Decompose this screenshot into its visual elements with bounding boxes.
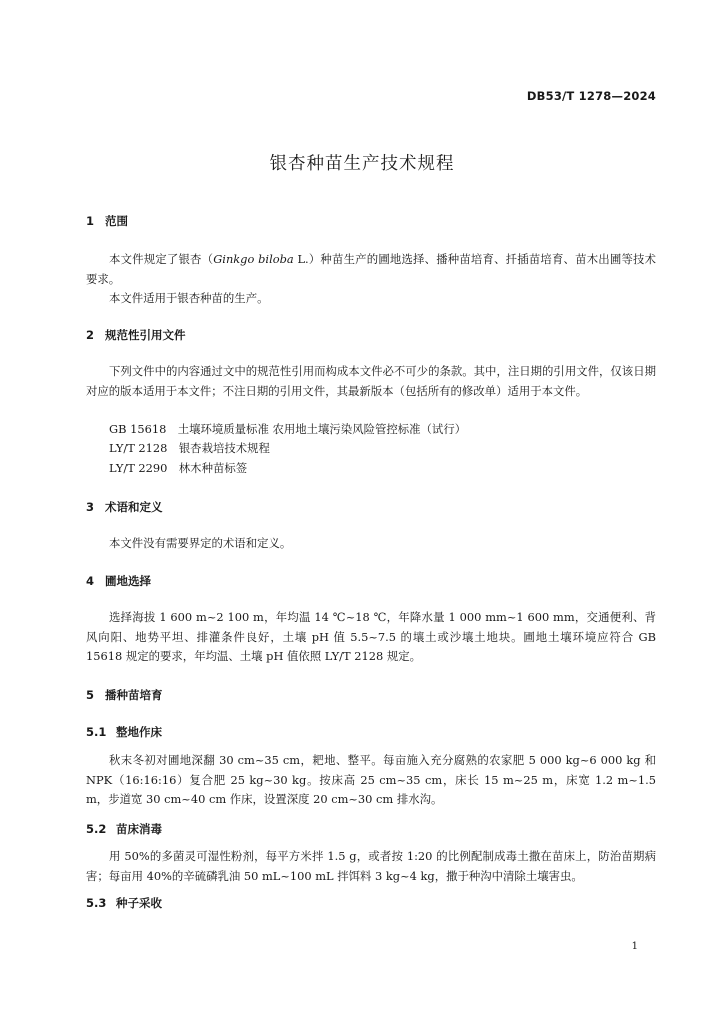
- reference-item: GB 15618 土壤环境质量标准 农用地土壤污染风险管控标准（试行）: [109, 422, 467, 436]
- section-heading-2: [86, 327, 186, 343]
- page-number: 1: [631, 941, 638, 952]
- section-number: 2: [86, 328, 95, 342]
- subsection-heading-5-3: [86, 895, 162, 911]
- section-heading-4: [86, 573, 151, 589]
- document-title: 银杏种苗生产技术规程: [269, 154, 455, 174]
- paragraph-terms: 本文件没有需要界定的术语和定义。: [109, 536, 292, 550]
- section-number: 1: [86, 214, 95, 228]
- section-number: 4: [86, 574, 95, 588]
- paragraph-bed-preparation: 秋末冬初对圃地深翻 30 cm~35 cm，耙地、整平。每亩施入充分腐熟的农家肥 5 000 kg~6 000 kg 和 NPK（16:16:16）复合肥 25 kg~30 kg。按床高 25 cm~35 cm，床长 15 m~25 m，床宽 1.2 m~1.5 m，步道宽 30 cm~40 cm 作床，设置深度 20 cm~30 cm 排水沟。: [86, 753, 656, 806]
- reference-item: LY/T 2128 银杏栽培技术规程: [109, 441, 270, 455]
- section-title: 范围: [105, 214, 128, 228]
- subsection-number: 5.2: [86, 822, 107, 836]
- paragraph-site-selection: 选择海拔 1 600 m~2 100 m，年均温 14 ℃~18 ℃，年降水量 1 000 mm~1 600 mm，交通便利、背风向阳、地势平坦、排灌条件良好，土壤 pH 值 5.5~7.5 的壤土或沙壤土地块。圃地土壤环境应符合 GB 15618 规定的要求，年均温、土壤 pH 值依照 LY/T 2128 规定。: [86, 610, 656, 663]
- reference-item: LY/T 2290 林木种苗标签: [109, 461, 248, 475]
- subsection-title: 种子采收: [116, 896, 162, 910]
- scope-text-pre: 本文件规定了银杏（: [109, 252, 214, 266]
- subsection-title: 整地作床: [116, 725, 162, 739]
- section-title: 圃地选择: [105, 574, 151, 588]
- section-title: 播种苗培育: [105, 688, 163, 702]
- section-title: 术语和定义: [105, 500, 163, 514]
- section-number: 5: [86, 688, 95, 702]
- paragraph-bed-disinfection: 用 50%的多菌灵可湿性粉剂，每平方米拌 1.5 g，或者按 1:20 的比例配制成毒土撒在苗床上，防治苗期病害；每亩用 40%的辛硫磷乳油 50 mL~100 mL 拌饵料 3 kg~4 kg，撒于种沟中清除土壤害虫。: [86, 849, 656, 883]
- document-number: DB53/T 1278—2024: [526, 89, 656, 103]
- scope-text-post: L.）种苗生产的圃地选择、播种苗培育、扦插苗培育、苗木出圃等技术要求。: [86, 252, 656, 286]
- paragraph-scope: [86, 250, 656, 289]
- subsection-heading-5-2: [86, 821, 162, 837]
- paragraph-applicability: 本文件适用于银杏种苗的生产。: [109, 291, 269, 305]
- subsection-heading-5-1: [86, 724, 162, 740]
- paragraph-normative-refs: 下列文件中的内容通过文中的规范性引用而构成本文件必不可少的条款。其中，注日期的引用文件，仅该日期对应的版本适用于本文件；不注日期的引用文件，其最新版本（包括所有的修改单）适用于本文件。: [86, 364, 656, 398]
- subsection-number: 5.3: [86, 896, 107, 910]
- section-number: 3: [86, 500, 95, 514]
- subsection-title: 苗床消毒: [116, 822, 162, 836]
- section-heading-1: [86, 213, 128, 229]
- section-heading-5: [86, 687, 163, 703]
- latin-name: Ginkgo biloba: [213, 252, 294, 266]
- subsection-number: 5.1: [86, 725, 107, 739]
- section-title: 规范性引用文件: [105, 328, 186, 342]
- section-heading-3: [86, 499, 163, 515]
